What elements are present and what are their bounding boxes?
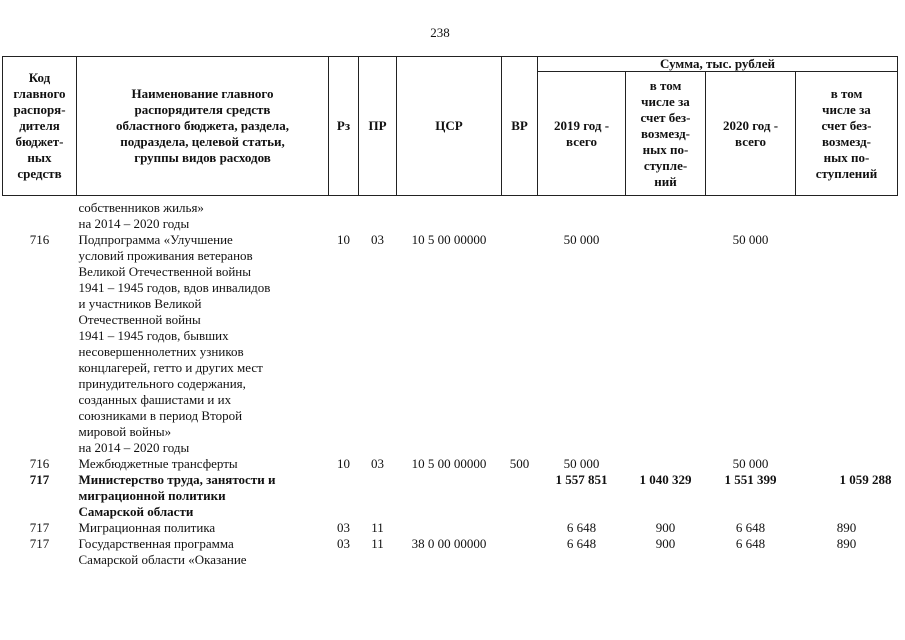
cell-csr: 10 5 00 00000	[411, 456, 487, 471]
cell-pr	[359, 196, 397, 233]
cell-csr	[397, 472, 502, 520]
cell-csr: 38 0 00 00000	[411, 536, 487, 551]
header-2020-total: 2020 год - всего	[706, 72, 796, 196]
cell-2020-free	[796, 196, 898, 233]
cell-2020-total	[706, 196, 796, 233]
header-2019-total: 2019 год - всего	[538, 72, 626, 196]
cell-rz: 10	[337, 232, 350, 247]
table-row	[3, 472, 898, 520]
budget-table	[2, 56, 898, 568]
cell-code: 717	[29, 520, 50, 535]
cell-csr	[397, 196, 502, 233]
header-pr: ПР	[359, 57, 397, 196]
cell-vr	[502, 232, 538, 456]
cell-2019-total: 1 557 851	[555, 472, 608, 487]
table-row	[3, 536, 898, 568]
cell-name: собственников жилья» на 2014 – 2020 годы	[78, 200, 204, 231]
cell-2020-total: 6 648	[735, 520, 766, 535]
cell-rz: 03	[337, 520, 350, 535]
cell-rz: 10	[337, 456, 350, 471]
cell-2019-total: 50 000	[563, 232, 600, 247]
header-2020-free: в том числе за счет без- возмезд- ных по- ступлений	[796, 72, 898, 196]
cell-2019-free	[626, 232, 706, 456]
cell-2019-free	[626, 456, 706, 472]
cell-code: 716	[29, 456, 50, 471]
table-row	[3, 456, 898, 472]
cell-code: 716	[29, 232, 50, 247]
cell-vr	[502, 536, 538, 568]
table-row	[3, 196, 898, 233]
cell-2019-total: 6 648	[566, 536, 597, 551]
cell-vr	[502, 472, 538, 520]
cell-name: Министерство труда, занятости и миграционной политики Самарской области	[78, 472, 276, 519]
header-sum: Сумма, тыс. рублей	[538, 57, 898, 72]
cell-2019-total: 6 648	[566, 520, 597, 535]
cell-csr	[397, 520, 502, 536]
cell-2019-total: 50 000	[563, 456, 600, 471]
cell-2019-total	[538, 196, 626, 233]
table-row	[3, 520, 898, 536]
cell-pr: 03	[371, 456, 384, 471]
cell-name: Миграционная политика	[78, 520, 216, 535]
cell-pr	[359, 472, 397, 520]
cell-2020-total: 1 551 399	[724, 472, 777, 487]
cell-2020-free: 890	[836, 536, 857, 551]
cell-2020-free: 890	[836, 520, 857, 535]
cell-rz	[329, 196, 359, 233]
cell-rz	[329, 472, 359, 520]
cell-code	[3, 196, 77, 233]
cell-vr: 500	[509, 456, 530, 471]
page-number: 238	[430, 25, 450, 40]
cell-2020-free	[796, 232, 898, 456]
cell-pr: 11	[371, 536, 384, 551]
header-vr: ВР	[502, 57, 538, 196]
cell-code: 717	[29, 472, 50, 487]
header-code: Код главного распоря- дителя бюджет- ных средств	[3, 57, 77, 196]
cell-2020-free: 1 059 288	[839, 472, 892, 487]
header-name: Наименование главного распорядителя средств областного бюджета, раздела, подраздела, целевой статьи, группы видов расходов	[77, 57, 329, 196]
cell-name: Межбюджетные трансферты	[78, 456, 238, 471]
cell-pr: 03	[371, 232, 384, 247]
cell-name: Государственная программа Самарской области «Оказание	[78, 536, 247, 567]
cell-rz: 03	[337, 536, 350, 551]
cell-vr	[502, 196, 538, 233]
cell-name: Подпрограмма «Улучшение условий проживания ветеранов Великой Отечественной войны 1941 – 1945 годов, вдов инвалидов и участников Великой Отечественной войны 1941 – 1945 годов, бывших несовершеннолетних узников концлагерей, гетто и других мест принудительного содержания, созданных фашистами и их союзниками в период Второй мировой войны» на 2014 – 2020 годы	[78, 232, 271, 455]
cell-2020-total: 50 000	[732, 456, 769, 471]
cell-pr: 11	[371, 520, 384, 535]
cell-code: 717	[29, 536, 50, 551]
header-2019-free: в том числе за счет без- возмезд- ных по- ступле- ний	[626, 72, 706, 196]
cell-csr: 10 5 00 00000	[411, 232, 487, 247]
cell-2019-free: 900	[655, 520, 676, 535]
table-row	[3, 232, 898, 456]
cell-2019-free: 900	[655, 536, 676, 551]
cell-vr	[502, 520, 538, 536]
header-rz: Рз	[329, 57, 359, 196]
cell-2019-free	[626, 196, 706, 233]
cell-2019-free: 1 040 329	[639, 472, 692, 487]
cell-2020-free	[796, 456, 898, 472]
cell-2020-total: 50 000	[732, 232, 769, 247]
cell-2020-total: 6 648	[735, 536, 766, 551]
header-csr: ЦСР	[397, 57, 502, 196]
